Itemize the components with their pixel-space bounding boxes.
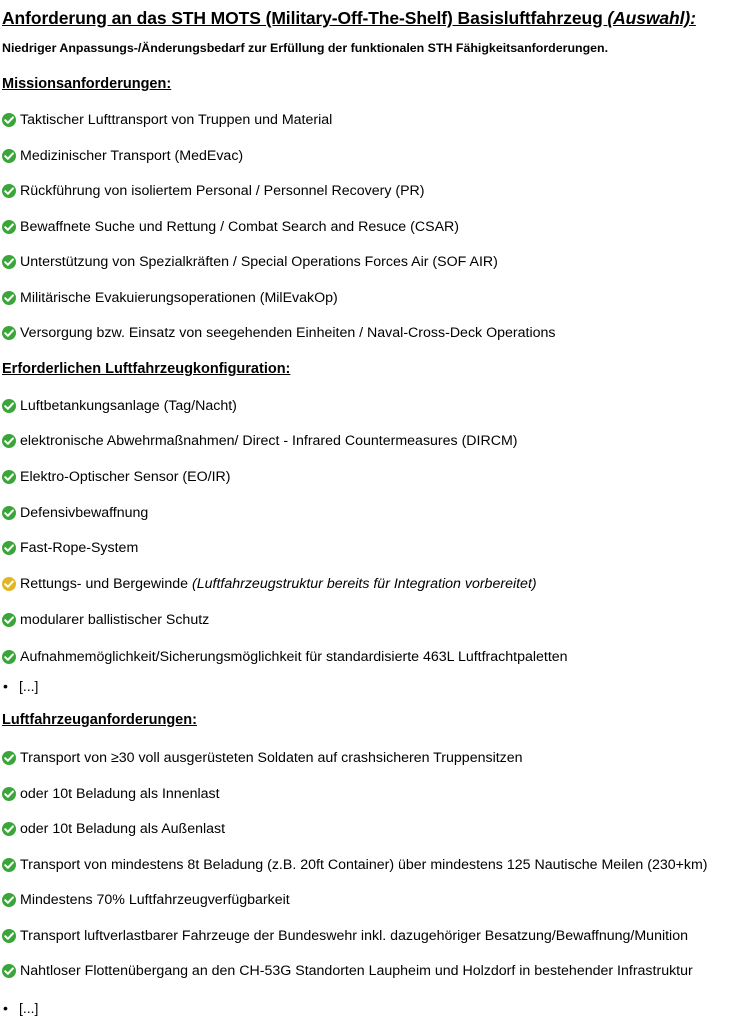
- list-item: [2, 217, 459, 237]
- list-item: [2, 961, 693, 981]
- list-item: [2, 538, 138, 558]
- check-icon: [2, 255, 16, 269]
- item-text: oder 10t Beladung als Innenlast: [20, 786, 220, 802]
- item-text: Defensivbewaffnung: [20, 505, 149, 521]
- list-item: [2, 396, 237, 416]
- section-heading-luftfahrzeuganforderungen: Luftfahrzeuganforderungen:: [2, 712, 197, 728]
- list-item: [2, 855, 708, 875]
- check-icon: [2, 650, 16, 664]
- item-text: Luftbetankungsanlage (Tag/Nacht): [20, 398, 237, 414]
- item-note: (Luftfahrzeugstruktur bereits für Integration vorbereitet): [192, 576, 537, 592]
- check-icon: [2, 149, 16, 163]
- list-item: [2, 748, 523, 768]
- list-item: [2, 467, 231, 487]
- list-item: [2, 110, 332, 130]
- item-text: Transport luftverlastbarer Fahrzeuge der Bundeswehr inkl. dazugehöriger Besatzung/Bewaffnung/Munition: [20, 928, 688, 944]
- item-text: modularer ballistischer Schutz: [20, 612, 210, 628]
- title-italic: (Auswahl):: [607, 8, 696, 28]
- check-icon: [2, 822, 16, 836]
- item-text: Rettungs- und Bergewinde: [20, 576, 188, 592]
- item-text: Militärische Evakuierungsoperationen (MilEvakOp): [20, 290, 338, 306]
- item-text: oder 10t Beladung als Außenlast: [20, 821, 226, 837]
- item-text: Nahtloser Flottenübergang an den CH-53G Standorten Laupheim und Holzdorf in bestehender Infrastruktur: [20, 963, 693, 979]
- item-text: elektronische Abwehrmaßnahmen/ Direct - Infrared Countermeasures (DIRCM): [20, 433, 518, 449]
- bullet-icon: •: [3, 678, 8, 694]
- list-item: [2, 890, 290, 910]
- item-text: Rückführung von isoliertem Personal / Personnel Recovery (PR): [20, 183, 425, 199]
- item-text: Taktischer Lufttransport von Truppen und Material: [20, 112, 333, 128]
- check-icon: [2, 893, 16, 907]
- list-item: [2, 784, 220, 804]
- bullet-text: [...]: [19, 1000, 39, 1016]
- check-icon: [2, 434, 16, 448]
- check-icon: [2, 541, 16, 555]
- item-text: Mindestens 70% Luftfahrzeugverfügbarkeit: [20, 892, 290, 908]
- list-item: [2, 610, 209, 630]
- item-text: Transport von ≥30 voll ausgerüsteten Soldaten auf crashsicheren Truppensitzen: [20, 750, 523, 766]
- list-item: [2, 146, 243, 166]
- ellipsis-bullet: [3, 676, 38, 696]
- check-icon: [2, 399, 16, 413]
- list-item: [2, 323, 555, 343]
- check-icon: [2, 506, 16, 520]
- check-icon: [2, 470, 16, 484]
- list-item: [2, 647, 568, 667]
- check-icon: [2, 184, 16, 198]
- check-icon: [2, 220, 16, 234]
- list-item: [2, 926, 688, 946]
- list-item: [2, 574, 537, 594]
- list-item: [2, 819, 225, 839]
- item-text: Aufnahmemöglichkeit/Sicherungsmöglichkeit für standardisierte 463L Luftfrachtpaletten: [20, 649, 568, 665]
- ellipsis-bullet: [3, 998, 38, 1018]
- list-item: [2, 431, 518, 451]
- item-text: Bewaffnete Suche und Rettung / Combat Search and Resuce (CSAR): [20, 219, 460, 235]
- check-icon: [2, 326, 16, 340]
- item-text: Transport von mindestens 8t Beladung (z.B. 20ft Container) über mindestens 125 Nautische Meilen (230+km): [20, 857, 708, 873]
- list-item: [2, 503, 148, 523]
- title-main: Anforderung an das STH MOTS (Military-Off-The-Shelf) Basisluftfahrzeug: [2, 8, 608, 28]
- check-icon: [2, 964, 16, 978]
- page-title: [2, 8, 696, 29]
- list-item: [2, 252, 498, 272]
- check-icon: [2, 929, 16, 943]
- check-icon: [2, 751, 16, 765]
- check-icon: [2, 577, 16, 591]
- item-text: Unterstützung von Spezialkräften / Special Operations Forces Air (SOF AIR): [20, 254, 498, 270]
- item-text: Medizinischer Transport (MedEvac): [20, 148, 244, 164]
- item-text: Versorgung bzw. Einsatz von seegehenden Einheiten / Naval-Cross-Deck Operations: [20, 325, 556, 341]
- bullet-text: [...]: [19, 678, 39, 694]
- list-item: [2, 181, 425, 201]
- check-icon: [2, 858, 16, 872]
- bullet-icon: •: [3, 1000, 8, 1016]
- check-icon: [2, 787, 16, 801]
- section-heading-luftfahrzeugkonfiguration: Erforderlichen Luftfahrzeugkonfiguration:: [2, 361, 291, 377]
- page-subtitle: Niedriger Anpassungs-/Änderungsbedarf zur Erfüllung der funktionalen STH Fähigkeitsanforderungen.: [2, 41, 609, 55]
- section-heading-missionsanforderungen: Missionsanforderungen:: [2, 76, 172, 92]
- list-item: [2, 288, 338, 308]
- check-icon: [2, 113, 16, 127]
- item-text: Elektro-Optischer Sensor (EO/IR): [20, 469, 231, 485]
- item-text: Fast-Rope-System: [20, 540, 139, 556]
- check-icon: [2, 613, 16, 627]
- check-icon: [2, 291, 16, 305]
